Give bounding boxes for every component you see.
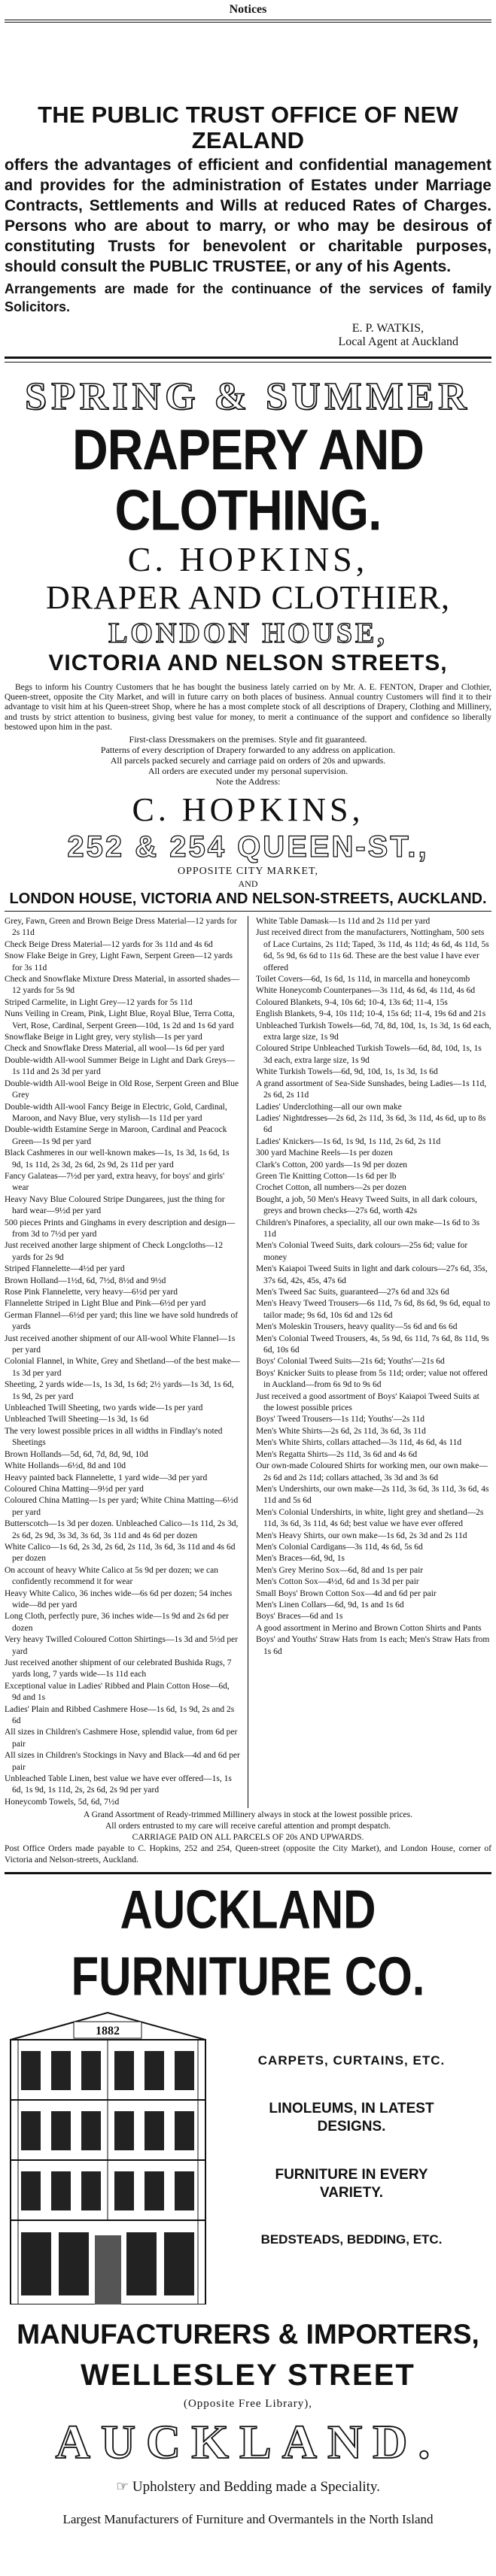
price-list-item: Men's Linen Collars—6d, 9d, 1s and 1s 6d	[256, 1600, 404, 1610]
price-list-item: Children's Pinafores, a speciality, all our own make—1s 6d to 3s 11d	[256, 1218, 480, 1239]
price-list-item: Honeycomb Towels, 5d, 6d, 7½d	[5, 1797, 120, 1807]
price-list-item: Check and Snowflake Dress Material, all wool—1s 6d per yard	[5, 1044, 224, 1054]
price-list-item: Snow Flake Beige in Grey, Light Fawn, Serpent Green—12 yards for 3s 11d	[5, 951, 233, 972]
furniture-largest: Largest Manufacturers of Furniture and Overmantels in the North Island	[62, 2512, 434, 2527]
hopkins-closing	[5, 1810, 491, 1866]
hopkins-london-house-2: LONDON HOUSE, VICTORIA AND NELSON-STREETS, AUCKLAND.	[9, 891, 487, 908]
price-list-item: Nuns Veiling in Cream, Pink, Light Blue, Royal Blue, Terra Cotta, Vert, Rose, Cardinal, Serpent Green—10d, 1s 2d and 1s 6d yard	[5, 1009, 235, 1030]
price-list-item: Our own-made Coloured Shirts for working men, our own make—2s 6d and 2s 11d; collars attached, 3s 3d and 3s 6d	[256, 1461, 488, 1482]
price-list-item: Double-width All-wool Summer Beige in Light and Dark Greys—1s 11d and 2s 3d per yard	[5, 1055, 235, 1077]
building-illustration	[5, 2010, 211, 2304]
price-list-item: Men's Grey Merino Sox—6d, 8d and 1s per pair	[256, 1565, 424, 1575]
price-list-item: Double-width All-wool Beige in Old Rose, Serpent Green and Blue Grey	[5, 1079, 239, 1100]
price-list-item: Men's Colonial Tweed Trousers, 4s, 5s 9d, 6s 11d, 7s 6d, 8s 11d, 9s 6d, 10s 6d	[256, 1334, 489, 1355]
closing-carriage: CARRIAGE PAID ON ALL PARCELS OF 20s AND UPWARDS.	[132, 1833, 364, 1843]
price-list-item: Bought, a job, 50 Men's Heavy Tweed Suits, in all dark colours, greys and brown checks—27s 6d, worth 42s	[256, 1194, 477, 1216]
price-list-right	[256, 916, 491, 1808]
hopkins-streets: VICTORIA AND NELSON STREETS,	[48, 651, 448, 675]
furniture-street: WELLESLEY STREET	[81, 2359, 415, 2392]
furniture-manufacturers: MANUFACTURERS & IMPORTERS,	[17, 2319, 479, 2350]
price-list-item: Ladies' Knickers—1s 6d, 1s 9d, 1s 11d, 2s 6d, 2s 11d	[256, 1136, 441, 1146]
price-list-item: 300 yard Machine Reels—1s per dozen	[256, 1148, 393, 1158]
price-list-item: Fancy Galateas—7½d per yard, extra heavy, for boys' and girls' wear	[5, 1171, 225, 1193]
hopkins-drapery-heading: DRAPERY AND CLOTHING.	[72, 417, 424, 542]
hopkins-note-1: First-class Dressmakers on the premises. Style and fit guaranteed.	[129, 734, 367, 745]
price-list-item: Check Beige Dress Material—12 yards for 3s 11d and 4s 6d	[5, 939, 213, 949]
hopkins-name-2: C. HOPKINS,	[132, 791, 364, 829]
price-list-item: White Table Damask—1s 11d and 2s 11d per yard	[256, 917, 431, 927]
furniture-opposite: (Opposite Free Library),	[183, 2398, 313, 2411]
furniture-upholstery-text: Upholstery and Bedding made a Speciality.	[132, 2479, 380, 2496]
price-list-item: Men's Cotton Sox—4½d, 6d and 1s 3d per pair	[256, 1577, 419, 1587]
price-list-item: Just received another large shipment of Check Longcloths—12 yards for 2s 9d	[5, 1241, 224, 1262]
price-list-item: Rose Pink Flannelette, very heavy—6½d per yard	[5, 1288, 178, 1297]
price-list-item: Men's Colonial Cardigans—3s 11d, 4s 6d, 5s 6d	[256, 1542, 423, 1552]
price-list-item: Very heavy Twilled Coloured Cotton Shirtings—1s 3d and 5½d per yard	[5, 1635, 239, 1656]
price-list-item: Heavy Navy Blue Coloured Stripe Dungarees, just the thing for hard wear—9½d per yard	[5, 1194, 225, 1216]
offering-furniture-b: VARIETY.	[319, 2185, 384, 2201]
price-list-item: Colonial Flannel, in White, Grey and Shetland—of the best make—1s 3d per yard	[5, 1357, 240, 1378]
price-list-item: Sheeting, 2 yards wide—1s, 1s 3d, 1s 6d; 2½ yards—1s 3d, 1s 6d, 1s 9d, 2s per yard	[5, 1380, 234, 1401]
hopkins-intro-block	[5, 683, 491, 733]
offering-furniture-a: FURNITURE IN EVERY	[275, 2167, 428, 2183]
price-list-item: Boys' Colonial Tweed Suits—21s 6d; Youths'—21s 6d	[256, 1357, 445, 1367]
public-trust-body: offers the advantages of efficient and confidential management and provides for the administration of Estates under Marriage Contracts, Settlements and Wills at reduced Rates of Charges. Persons who are about to marry, or who may be desirous of constituting Trusts for benevolent or charitable purposes, should consult the PUBLIC TRUSTEE, or any of his Agents.	[5, 156, 491, 275]
offering-carpets: CARPETS, CURTAINS, ETC.	[257, 2053, 446, 2068]
price-list-item: The very lowest possible prices in all widths in Findlay's noted Sheetings	[5, 1426, 223, 1448]
price-list-item: Unbleached Turkish Towels—6d, 7d, 8d, 10d, 1s, 1s 3d, 1s 6d each, extra large size, 1s 9d	[256, 1021, 491, 1042]
price-list-item: Men's Colonial Undershirts, in white, light grey and shetland—2s 11d, 3s 6d, 3s 11d, 4s 6d; best value we have ever offered	[256, 1507, 484, 1529]
price-list-item: Men's Undershirts, our own make—2s 11d, 3s 6d, 3s 11d, 3s 6d, 4s 11d and 5s 6d	[256, 1484, 489, 1506]
section-divider-2	[5, 1872, 491, 1874]
price-list-item: Brown Hollands—5d, 6d, 7d, 8d, 9d, 10d	[5, 1449, 148, 1459]
hopkins-role: DRAPER AND CLOTHIER,	[45, 579, 451, 616]
furniture-offerings	[211, 2010, 491, 2304]
public-trust-signature-name: E. P. WATKIS,	[351, 322, 424, 335]
section-divider-thin	[5, 362, 491, 363]
offering-linoleums-b: DESIGNS.	[317, 2119, 386, 2135]
furniture-ad	[5, 1880, 491, 2527]
hopkins-note-2: Patterns of every description of Drapery forwarded to any address on application.	[100, 745, 396, 756]
price-list-item: Boys' and Youths' Straw Hats from 1s each; Men's Straw Hats from 1s 6d	[256, 1635, 490, 1656]
price-list-item: Unbleached Table Linen, best value we have ever offered—1s, 1s 6d, 1s 9d, 1s 11d, 2s, 2s 6d, 2s 9d per yard	[5, 1774, 232, 1795]
price-list-item: Long Cloth, perfectly pure, 36 inches wide—1s 9d and 2s 6d per dozen	[5, 1612, 229, 1633]
building-engraving	[5, 2010, 211, 2304]
price-list-item: Just received another shipment of our celebrated Bushida Rugs, 7 yards long, 7 yards wide—1s 11d each	[5, 1658, 232, 1679]
closing-orders: All orders entrusted to my care will receive careful attention and prompt despatch.	[105, 1822, 391, 1831]
hopkins-address: 252 & 254 QUEEN-ST.,	[67, 830, 429, 864]
price-list-item: Coloured China Matting—9½d per yard	[5, 1484, 144, 1494]
price-list-item: Striped Carmelite, in Light Grey—12 yards for 5s 11d	[5, 997, 193, 1007]
price-list-item: All sizes in Children's Stockings in Navy and Black—4d and 6d per pair	[5, 1751, 240, 1772]
price-list-item: Just received a good assortment of Boys' Kaiapoi Tweed Suits at the lowest possible prices	[256, 1391, 479, 1413]
price-list-item: Striped Flannelette—4½d per yard	[5, 1264, 125, 1274]
offering-linoleums-a: LINOLEUMS, IN LATEST	[269, 2101, 434, 2117]
price-list-item: Ladies' Underclothing—all our own make	[256, 1102, 402, 1112]
price-list-item: Boys' Braces—6d and 1s	[256, 1612, 343, 1622]
price-list-item: All sizes in Children's Cashmere Hose, splendid value, from 6d per pair	[5, 1728, 238, 1749]
price-list-item: Men's Heavy Shirts, our own make—1s 6d, 2s 3d and 2s 11d	[256, 1531, 467, 1540]
price-list-item: Butterscotch—1s 3d per dozen. Unbleached Calico—1s 11d, 2s 3d, 2s 6d, 2s 9d, 3s 3d, 3s 6d, 3s 11d and 4s 6d per dozen	[5, 1519, 239, 1540]
price-list-item: English Blankets, 9-4, 10s 11d; 10-4, 15s 6d; 11-4, 19s 6d and 21s	[256, 1009, 486, 1019]
furniture-title: AUCKLAND FURNITURE CO.	[71, 1880, 425, 2007]
closing-millinery: A Grand Assortment of Ready-trimmed Millinery always in stock at the lowest possible prices.	[84, 1810, 412, 1820]
price-list-item: Black Cashmeres in our well-known makes—1s, 1s 3d, 1s 6d, 1s 9d, 1s 11d, 2s 3d, 2s 6d, 2s 9d, 2s 11d per yard	[5, 1148, 230, 1170]
hopkins-opposite: OPPOSITE CITY MARKET,	[177, 866, 319, 878]
hopkins-note-address: Note the Address:	[215, 776, 281, 787]
closing-post-office: Post Office Orders made payable to C. Hopkins, 252 and 254, Queen-street (opposite the City Market), and London House, corner of Victoria and Nelson-streets, Auckland.	[5, 1844, 491, 1865]
price-list-item: Toilet Covers—6d, 1s 6d, 1s 11d, in marcella and honeycomb	[256, 975, 470, 985]
price-list-item: Men's Tweed Sac Suits, guaranteed—27s 6d and 32s 6d	[256, 1288, 449, 1297]
hopkins-note-4: All orders are executed under my personal supervision.	[148, 766, 348, 777]
price-list-item: Men's Heavy Tweed Trousers—6s 11d, 7s 6d, 8s 6d, 9s 6d, equal to tailor made; 9s 6d, 10s 6d and 12s 6d	[256, 1299, 491, 1320]
price-list-item: Just received direct from the manufacturers, Nottingham, 500 sets of Lace Curtains, 2s 11d; Taped, 3s 11d, 4s 11d; 4s 6d, 4s 11d, 5s 6d, 5s 9d, 6s 6d to 11s 6d. These are the best value I have ever offered	[256, 928, 489, 972]
offering-furniture	[211, 2166, 491, 2202]
price-list-item: White Honeycomb Counterpanes—3s 11d, 4s 6d, 4s 11d, 4s 6d	[256, 986, 476, 996]
public-trust-arrangements: Arrangements are made for the continuance of the services of family Solicitors.	[5, 281, 491, 314]
price-list-left	[5, 916, 240, 1808]
price-list-item: White Calico—1s 6d, 2s 3d, 2s 6d, 2s 11d, 3s 6d, 3s 11d and 4s 6d per dozen	[5, 1542, 236, 1564]
price-list-item: White Turkish Towels—6d, 9d, 10d, 1s, 1s 3d, 1s 6d	[256, 1067, 438, 1077]
price-list-item: Ladies' Plain and Ribbed Cashmere Hose—1s 6d, 1s 9d, 2s and 2s 6d	[5, 1704, 235, 1726]
hopkins-notes	[5, 734, 491, 787]
furniture-city: AUCKLAND.	[55, 2415, 441, 2469]
price-list-item: Grey, Fawn, Green and Brown Beige Dress Material—12 yards for 2s 11d	[5, 917, 237, 938]
price-list-item: Boys' Knicker Suits to please from 5s 11d; order; value not offered in Auckland—from 6s 9d to 9s 6d	[256, 1368, 488, 1390]
price-list-item: Brown Holland—1½d, 6d, 7½d, 8½d and 9½d	[5, 1276, 166, 1285]
hopkins-spring-heading: SPRING & SUMMER	[25, 375, 471, 418]
price-list-item: A grand assortment of Sea-Side Sunshades, being Ladies—1s 11d, 2s 6d, 2s 11d	[256, 1079, 487, 1100]
hopkins-house: LONDON HOUSE,	[108, 617, 388, 649]
price-list-item: Men's Kaiapoi Tweed Suits in light and dark colours—27s 6d, 35s, 37s 6d, 42s, 45s, 47s 6d	[256, 1264, 488, 1285]
price-list-item: Green Tie Knitting Cotton—1s 6d per lb	[256, 1171, 397, 1181]
price-list-rule	[5, 911, 491, 912]
pointing-hand-icon: ☞	[116, 2479, 132, 2496]
price-list-item: White Hollands—6½d, 8d and 10d	[5, 1461, 126, 1471]
price-list-item: Coloured Blankets, 9-4, 10s 6d; 10-4, 13s 6d; 11-4, 15s	[256, 997, 448, 1007]
price-list-item: Unbleached Twill Sheeting—1s 3d, 1s 6d	[5, 1415, 149, 1425]
price-list-item: Double-width Estamine Serge in Maroon, Cardinal and Peacock Green—1s 9d per yard	[5, 1125, 227, 1146]
price-list-item: Double-width All-wool Fancy Beige in Electric, Gold, Cardinal, Maroon, and Navy Blue, very stylish—1s 11d per yard	[5, 1102, 227, 1123]
building-year: 1882	[96, 2025, 120, 2038]
offering-linoleums	[211, 2100, 491, 2136]
price-list-item: On account of heavy White Calico at 5s 9d per dozen; we can confidently recommend it for wear	[5, 1565, 218, 1587]
price-list-item: Snowflake Beige in Light grey, very stylish—1s per yard	[5, 1033, 202, 1042]
price-list-item: Check and Snowflake Mixture Dress Material, in assorted shades—12 yards for 5s 9d	[5, 975, 240, 996]
price-list-item: Coloured China Matting—1s per yard; White China Matting—6½d per yard	[5, 1496, 239, 1517]
price-list-item: Heavy painted back Flannelette, 1 yard wide—3d per yard	[5, 1473, 208, 1482]
price-list-item: A good assortment in Merino and Brown Cotton Shirts and Pants	[256, 1623, 482, 1633]
price-list-item: Just received another shipment of our All-wool White Flannel—1s per yard	[5, 1334, 236, 1355]
hopkins-name: C. HOPKINS,	[127, 540, 369, 578]
hopkins-intro: Begs to inform his Country Customers that he has bought the business lately carried on by Mr. A. E. FENTON, Draper and Clothier, Queen-street, opposite the City Market, and will in future carry on both places of business. Annual country Customers will find it to their advantage to visit him at his Queen-street Shop, where he has a most complete stock of all descriptions of Drapery, Clothing and Millinery, and trusts by strict attention to business, giving best value for money, to merit a continuance of the support and confidence so liberally bestowed upon him in the past.	[5, 683, 491, 732]
price-list-item: Men's White Shirts—2s 6d, 2s 11d, 3s 6d, 3s 11d	[256, 1426, 426, 1436]
price-list-item: Heavy White Calico, 36 inches wide—6s 6d per dozen; 54 inches wide—8d per yard	[5, 1588, 233, 1610]
price-list-item: Men's White Shirts, collars attached—3s 11d, 4s 6d, 4s 11d	[256, 1438, 462, 1448]
price-list-item: Exceptional value in Ladies' Ribbed and Plain Cotton Hose—6d, 9d and 1s	[5, 1681, 230, 1703]
offering-bedsteads: BEDSTEADS, BEDDING, ETC.	[260, 2232, 443, 2247]
hopkins-and: AND	[238, 878, 258, 890]
price-list-item: Small Boys' Brown Cotton Sox—4d and 6d per pair	[256, 1588, 437, 1598]
price-list-item: Men's Moleskin Trousers, heavy quality—5s 6d and 6s 6d	[256, 1322, 458, 1332]
furniture-upholstery	[5, 2478, 491, 2496]
price-list-item: Men's Braces—6d, 9d, 1s	[256, 1554, 345, 1564]
public-trust-ad	[5, 102, 491, 349]
price-list-item: Unbleached Twill Sheeting, two yards wide—1s per yard	[5, 1403, 203, 1413]
price-list	[5, 916, 491, 1808]
public-trust-title: THE PUBLIC TRUST OFFICE OF NEW ZEALAND	[38, 102, 458, 153]
price-list-item: Boys' Tweed Trousers—1s 11d; Youths'—2s 11d	[256, 1415, 425, 1425]
hopkins-note-3: All parcels packed securely and carriage paid on orders of 20s and upwards.	[110, 755, 386, 766]
price-list-item: Flannelette Striped in Light Blue and Pink—6½d per yard	[5, 1299, 206, 1309]
price-list-item: Crochet Cotton, all numbers—2s per dozen	[256, 1183, 406, 1193]
furniture-row	[5, 2010, 491, 2304]
page-header: Notices	[229, 3, 267, 16]
price-list-item: Men's Regatta Shirts—2s 11d, 3s 6d and 4s 6d	[256, 1449, 418, 1459]
price-list-item: Ladies' Nightdresses—2s 6d, 2s 11d, 3s 6d, 3s 11d, 4s 6d, up to 8s 6d	[256, 1113, 486, 1135]
price-list-item: 500 pieces Prints and Ginghams in every description and design—from 3d to 7½d per yard	[5, 1218, 236, 1239]
public-trust-signature-role: Local Agent at Auckland	[338, 335, 458, 348]
header-rule	[5, 20, 491, 23]
section-divider	[5, 357, 491, 359]
price-list-item: German Flannel—6½d per yard; this line we have sold hundreds of yards	[5, 1310, 239, 1332]
price-list-item: Coloured Stripe Unbleached Turkish Towels—6d, 8d, 10d, 1s, 1s 3d each, extra large size, 1s 9d	[256, 1044, 482, 1065]
price-list-item: Men's Colonial Tweed Suits, dark colours—25s 6d; value for money	[256, 1241, 468, 1262]
hopkins-ad	[5, 375, 491, 1866]
price-list-item: Clark's Cotton, 200 yards—1s 9d per dozen	[256, 1160, 408, 1170]
